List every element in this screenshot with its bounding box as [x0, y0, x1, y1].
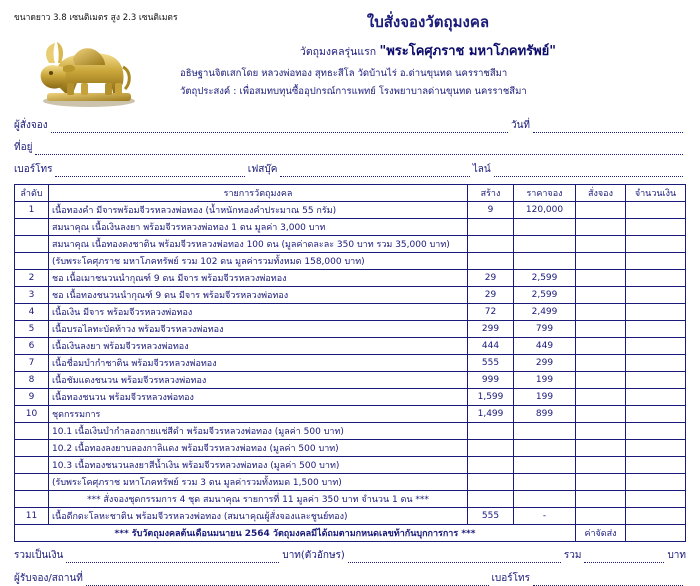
table-row — [15, 219, 686, 236]
cell-description: เนื้อเงินลงยา พร้อมจีวรหลวงพ่อทอง — [49, 338, 468, 355]
cell-order-qty[interactable] — [576, 219, 626, 236]
th-price: ราคาจอง — [514, 185, 576, 202]
row-address — [14, 140, 686, 155]
th-amount: จำนวนเงิน — [626, 185, 686, 202]
footer-phone-input[interactable] — [533, 575, 683, 586]
cell-no: 7 — [15, 355, 49, 372]
cell-no — [15, 491, 49, 508]
cell-description: 10.1 เนื้อเงินบำกำลองกายแช่สีดำ พร้อมจีวรหลวงพ่อทอง (มูลค่า 500 บาท) — [49, 423, 468, 440]
cell-order-qty[interactable] — [576, 440, 626, 457]
totals-table — [14, 525, 686, 542]
cell-description: เนื้อบรอไลทะบัดท้าวง พร้อมจีวรหลวงพ่อทอง — [49, 321, 468, 338]
cell-description: 10.2 เนื้อทองลงยาบลองกาลิแดง พร้อมจีวรหลวงพ่อทอง (มูลค่า 500 บาท) — [49, 440, 468, 457]
cell-made — [468, 491, 514, 508]
cell-no — [15, 236, 49, 253]
table-row — [15, 389, 686, 406]
total-label: รวมเป็นเงิน — [14, 550, 64, 561]
bull-image-column — [14, 8, 178, 110]
cell-price — [514, 440, 576, 457]
cell-amount[interactable] — [626, 253, 686, 270]
facebook-label: เฟสบุ๊ค — [247, 164, 278, 175]
reserver-label: ผู้รับจอง/สถานที่ — [14, 573, 83, 584]
orderer-fields — [14, 118, 686, 177]
cell-amount[interactable] — [626, 219, 686, 236]
cell-no — [15, 440, 49, 457]
cell-price — [514, 236, 576, 253]
cell-order-qty[interactable] — [576, 491, 626, 508]
blessing-line: อธิษฐานจิตเสกโดย หลวงพ่อทอง สุทธะสีโล วัดบ้านไร่ อ.ด่านขุนทด นครราชสีมา — [180, 68, 508, 79]
table-row — [15, 491, 686, 508]
cell-amount[interactable] — [626, 202, 686, 219]
cell-no — [15, 457, 49, 474]
cell-made: 555 — [468, 508, 514, 525]
shipping-amount[interactable] — [626, 525, 686, 542]
cell-description: เนื้อชัมแดงชนวน พร้อมจีวรหลวงพ่อทอง — [49, 372, 468, 389]
table-row — [15, 508, 686, 525]
th-made: สร้าง — [468, 185, 514, 202]
cell-order-qty[interactable] — [576, 338, 626, 355]
cell-made: 1,599 — [468, 389, 514, 406]
cell-amount[interactable] — [626, 440, 686, 457]
cell-price — [514, 474, 576, 491]
cell-description: ชอ เนื้อทองชนวนนำกุณฑ์ 9 ดน มีจาร พร้อมจีวรหลวงพ่อทอง — [49, 287, 468, 304]
baht-words-input[interactable] — [348, 552, 561, 563]
cell-description: 10.3 เนื้อทองชนวนลงยาสีน้ำเงิน พร้อมจีวรหลวงพ่อทอง (มูลค่า 500 บาท) — [49, 457, 468, 474]
cell-no: 1 — [15, 202, 49, 219]
table-row — [15, 287, 686, 304]
cell-amount[interactable] — [626, 389, 686, 406]
cell-order-qty[interactable] — [576, 287, 626, 304]
cell-made: 444 — [468, 338, 514, 355]
row-reserver — [14, 571, 686, 586]
total2-label: รวม — [563, 550, 582, 561]
cell-order-qty[interactable] — [576, 304, 626, 321]
document-footer — [14, 548, 686, 586]
cell-description: ชอ เนื้อเมาชนวนนำกุณฑ์ 9 ดน มีจาร พร้อมจีวรหลวงพ่อทอง — [49, 270, 468, 287]
table-row — [15, 423, 686, 440]
table-row — [15, 236, 686, 253]
cell-description: เนื้อทองชนวน พร้อมจีวรหลวงพ่อทอง — [49, 389, 468, 406]
baht-words-label: บาท(ตัวอักษร) — [282, 550, 345, 561]
cell-description: ชุดกรรมการ — [49, 406, 468, 423]
cell-amount[interactable] — [626, 406, 686, 423]
orderer-label: ผู้สั่งจอง — [14, 120, 48, 131]
cell-price: 199 — [514, 389, 576, 406]
table-row — [15, 338, 686, 355]
row-total — [14, 548, 686, 563]
cell-amount[interactable] — [626, 491, 686, 508]
table-row — [15, 474, 686, 491]
cell-no: 3 — [15, 287, 49, 304]
cell-amount[interactable] — [626, 474, 686, 491]
cell-made — [468, 219, 514, 236]
cell-amount[interactable] — [626, 508, 686, 525]
date-input[interactable] — [533, 122, 683, 133]
phone-label: เบอร์โทร — [14, 164, 53, 175]
cell-made — [468, 253, 514, 270]
cell-price: 299 — [514, 355, 576, 372]
cell-order-qty[interactable] — [576, 508, 626, 525]
cell-amount[interactable] — [626, 423, 686, 440]
row-phone-facebook-line — [14, 162, 686, 177]
cell-order-qty[interactable] — [576, 253, 626, 270]
total2-input[interactable] — [584, 552, 664, 563]
cell-no: 9 — [15, 389, 49, 406]
th-desc: รายการวัตถุมงคล — [49, 185, 468, 202]
cell-amount[interactable] — [626, 457, 686, 474]
cell-no: 5 — [15, 321, 49, 338]
cell-no: 10 — [15, 406, 49, 423]
table-row — [15, 440, 686, 457]
cell-price: 2,499 — [514, 304, 576, 321]
cell-order-qty[interactable] — [576, 355, 626, 372]
items-table — [14, 184, 686, 525]
th-no: ลำดับ — [15, 185, 49, 202]
cell-description: เนื้อชื่อมบำกำชาติน พร้อมจีวรหลวงพ่อทอง — [49, 355, 468, 372]
facebook-input[interactable] — [280, 166, 469, 177]
cell-order-qty[interactable] — [576, 423, 626, 440]
th-order: สั่งจอง — [576, 185, 626, 202]
row-orderer-date — [14, 118, 686, 133]
table-row — [15, 355, 686, 372]
cell-price: 799 — [514, 321, 576, 338]
cell-order-qty[interactable] — [576, 270, 626, 287]
cell-amount[interactable] — [626, 338, 686, 355]
cell-description: (รับพระโคศุภราช มหาโภคทรัพย์ รวม 3 ดน มูลค่ารวมทั้งหมด 1,500 บาท) — [49, 474, 468, 491]
baht-label: บาท — [667, 550, 686, 561]
cell-description: สมนาคุณ เนื้อทองดงชาติน พร้อมจีวรหลวงพ่อทอง 100 ดน (มูลค่าดละละ 350 บาท รวม 35,000 บาท) — [49, 236, 468, 253]
items-table-head — [15, 185, 686, 202]
table-row — [15, 253, 686, 270]
line-label: ไลน์ — [472, 164, 491, 175]
cell-made — [468, 236, 514, 253]
footer-phone-label: เบอร์โทร — [491, 573, 530, 584]
cell-made: 29 — [468, 270, 514, 287]
cell-description: *** สั่งจองชุดกรรมการ 4 ชุด สมนาคุณ รายการที่ 11 มูลค่า 350 บาท จำนวน 1 ดน *** — [49, 491, 468, 508]
title-column — [164, 8, 686, 99]
cell-made — [468, 457, 514, 474]
cell-price — [514, 491, 576, 508]
cell-price: 2,599 — [514, 270, 576, 287]
cell-made: 999 — [468, 372, 514, 389]
cell-order-qty[interactable] — [576, 321, 626, 338]
cell-made: 29 — [468, 287, 514, 304]
cell-price: - — [514, 508, 576, 525]
cell-price: 120,000 — [514, 202, 576, 219]
cell-amount[interactable] — [626, 355, 686, 372]
cell-amount[interactable] — [626, 287, 686, 304]
table-row — [15, 321, 686, 338]
cell-price: 199 — [514, 372, 576, 389]
cell-amount[interactable] — [626, 236, 686, 253]
cell-no: 11 — [15, 508, 49, 525]
cell-no: 2 — [15, 270, 49, 287]
cell-description: สมนาคุณ เนื้อเงินลงยา พร้อมจีวรหลวงพ่อทอง 1 ดน มูลค่า 3,000 บาท — [49, 219, 468, 236]
cell-made: 299 — [468, 321, 514, 338]
table-row — [15, 372, 686, 389]
cell-made: 9 — [468, 202, 514, 219]
cell-made — [468, 440, 514, 457]
cell-price — [514, 457, 576, 474]
line-input[interactable] — [494, 166, 683, 177]
bull-icon — [25, 25, 153, 109]
cell-amount[interactable] — [626, 372, 686, 389]
cell-price — [514, 423, 576, 440]
cell-description: (รับพระโคศุภราช มหาโภคทรัพย์ รวม 102 ดน มูลค่ารวมทั้งหมด 158,000 บาท) — [49, 253, 468, 270]
cell-description: เนื้อทองคำ มีจารพร้อมจีวรหลวงพ่อทอง (น้ำหนักทองคำประมาณ 55 กรัม) — [49, 202, 468, 219]
cell-no: 4 — [15, 304, 49, 321]
cell-order-qty[interactable] — [576, 236, 626, 253]
cell-made: 72 — [468, 304, 514, 321]
shipping-label: ค่าจัดส่ง — [576, 525, 626, 542]
cell-amount[interactable] — [626, 270, 686, 287]
address-label: ที่อยู่ — [14, 142, 33, 153]
orderer-input[interactable] — [51, 122, 508, 133]
cell-amount[interactable] — [626, 321, 686, 338]
table-row — [15, 304, 686, 321]
bull-size-caption: ขนาดยาว 3.8 เซนติเมตร สูง 2.3 เซนติเมตร — [14, 13, 178, 23]
items-table-body — [15, 202, 686, 525]
table-row — [15, 406, 686, 423]
cell-order-qty[interactable] — [576, 389, 626, 406]
cell-price: 449 — [514, 338, 576, 355]
cell-no — [15, 423, 49, 440]
cell-no — [15, 253, 49, 270]
reserver-input[interactable] — [86, 575, 489, 586]
cell-description: เนื้อเงิน มีจาร พร้อมจีวรหลวงพ่อทอง — [49, 304, 468, 321]
cell-made — [468, 423, 514, 440]
cell-no: 6 — [15, 338, 49, 355]
cell-amount[interactable] — [626, 304, 686, 321]
delivery-note: *** รับวัตถุมงคลต้นเดือนมนายน 2564 วัตถุมงคลมีได้ถมตามกหนดเลขท้ากันบุกการการ *** — [15, 525, 576, 542]
address-input[interactable] — [35, 144, 683, 155]
cell-made — [468, 474, 514, 491]
purpose-line: วัตถุประสงค์ : เพื่อสมทบทุนซื้ออุปกรณ์การแพทย์ โรงพยาบาลด่านขุนทด นครราชสีมา — [180, 86, 527, 97]
cell-order-qty[interactable] — [576, 202, 626, 219]
red-note-row — [15, 525, 686, 542]
series-name: "พระโคศุภราช มหาโภคทรัพย์" — [379, 44, 557, 59]
cell-order-qty[interactable] — [576, 406, 626, 423]
cell-order-qty[interactable] — [576, 457, 626, 474]
cell-order-qty[interactable] — [576, 372, 626, 389]
cell-no: 8 — [15, 372, 49, 389]
total-input[interactable] — [66, 552, 279, 563]
cell-price: 899 — [514, 406, 576, 423]
cell-price — [514, 253, 576, 270]
totals-body — [15, 525, 686, 542]
phone-input[interactable] — [55, 166, 244, 177]
table-row — [15, 202, 686, 219]
page-title: ใบสั่งจองวัตถุมงคล — [366, 13, 490, 31]
date-label: วันที่ — [510, 120, 530, 131]
amulet-series-line — [170, 40, 686, 61]
cell-made: 1,499 — [468, 406, 514, 423]
table-header-row — [15, 185, 686, 202]
cell-no — [15, 474, 49, 491]
cell-made: 555 — [468, 355, 514, 372]
bull-statue-image — [14, 24, 164, 110]
cell-description: เนื้อดีกดะโลหะชาติน พร้อมจีวรหลวงพ่อทอง (สมนาคุณผู้สั่งจองและชูนย์ทอง) — [49, 508, 468, 525]
table-row — [15, 457, 686, 474]
table-row — [15, 270, 686, 287]
series-prefix: วัตถุมงคลรุ่นแรก — [299, 46, 377, 58]
cell-no — [15, 219, 49, 236]
cell-price — [514, 219, 576, 236]
cell-order-qty[interactable] — [576, 474, 626, 491]
document-header — [14, 8, 686, 110]
cell-price: 2,599 — [514, 287, 576, 304]
